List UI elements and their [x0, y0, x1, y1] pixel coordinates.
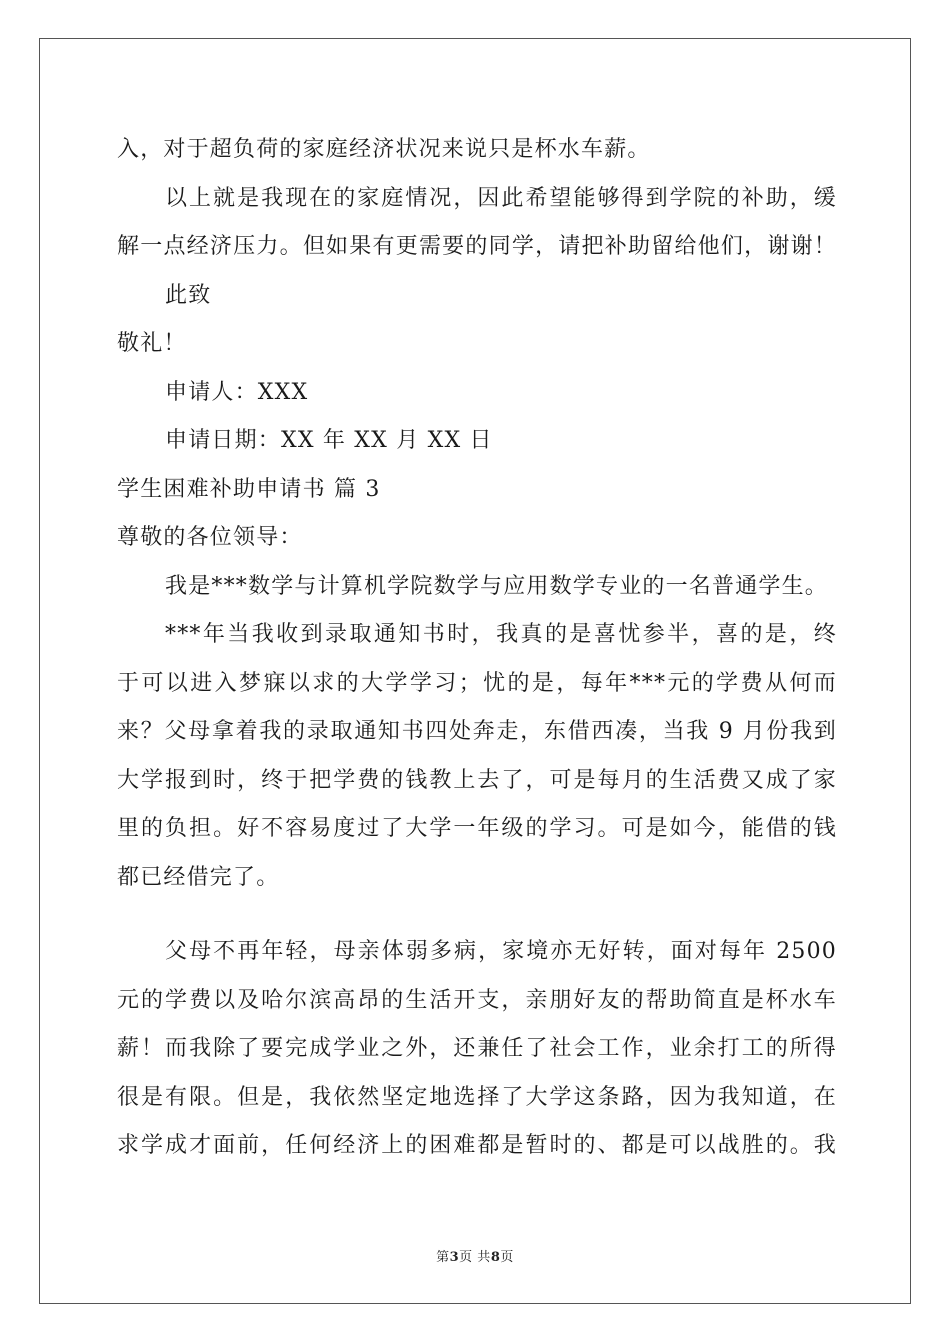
- total-page-number: 8: [490, 1250, 501, 1265]
- section-heading: 学生困难补助申请书 篇 3: [117, 476, 381, 502]
- footer-prefix: 第: [436, 1250, 450, 1265]
- text-line: 大学报到时，终于把学费的钱教上去了，可是每月的生活费又成了家: [117, 767, 837, 793]
- text-line: 申请日期：XX 年 XX 月 XX 日: [165, 428, 493, 453]
- text-line: 都已经借完了。: [117, 864, 280, 890]
- text-line: ***年当我收到录取通知书时，我真的是喜忧参半，喜的是，终: [165, 622, 837, 647]
- document-body: [117, 126, 837, 1171]
- page-footer: [0, 1246, 950, 1265]
- paragraph-gap: [117, 902, 837, 928]
- text-line: 父母不再年轻，母亲体弱多病，家境亦无好转，面对每年 2500: [165, 939, 837, 964]
- text-line: 薪！而我除了要完成学业之外，还兼任了社会工作，业余打工的所得: [117, 1036, 837, 1061]
- text-line: 解一点经济压力。但如果有更需要的同学，请把补助留给他们，谢谢！: [117, 234, 837, 259]
- salutation: 尊敬的各位领导：: [117, 525, 303, 550]
- footer-suffix: 页: [500, 1250, 514, 1265]
- text-line: 求学成才面前，任何经济上的困难都是暂时的、都是可以战胜的。我: [117, 1133, 837, 1158]
- footer-middle: 页 共: [459, 1250, 491, 1265]
- text-line: 以上就是我现在的家庭情况，因此希望能够得到学院的补助，缓: [165, 185, 837, 211]
- text-line: 申请人：XXX: [165, 379, 309, 405]
- text-line: 于可以进入梦寐以求的大学学习；忧的是，每年***元的学费从何而: [117, 670, 837, 696]
- text-line: 我是***数学与计算机学院数学与应用数学专业的一名普通学生。: [165, 573, 829, 599]
- text-line: 很是有限。但是，我依然坚定地选择了大学这条路，因为我知道，在: [117, 1084, 837, 1110]
- text-line: 元的学费以及哈尔滨高昂的生活开支，亲朋好友的帮助简直是杯水车: [117, 987, 837, 1013]
- text-line: 来？父母拿着我的录取通知书四处奔走，东借西凑，当我 9 月份我到: [117, 719, 837, 744]
- text-line: 敬礼！: [117, 331, 187, 356]
- text-line: 此致: [165, 282, 212, 308]
- text-line: 入，对于超负荷的家庭经济状况来说只是杯水车薪。: [117, 137, 651, 162]
- current-page-number: 3: [449, 1250, 460, 1265]
- text-line: 里的负担。好不容易度过了大学一年级的学习。可是如今，能借的钱: [117, 816, 837, 841]
